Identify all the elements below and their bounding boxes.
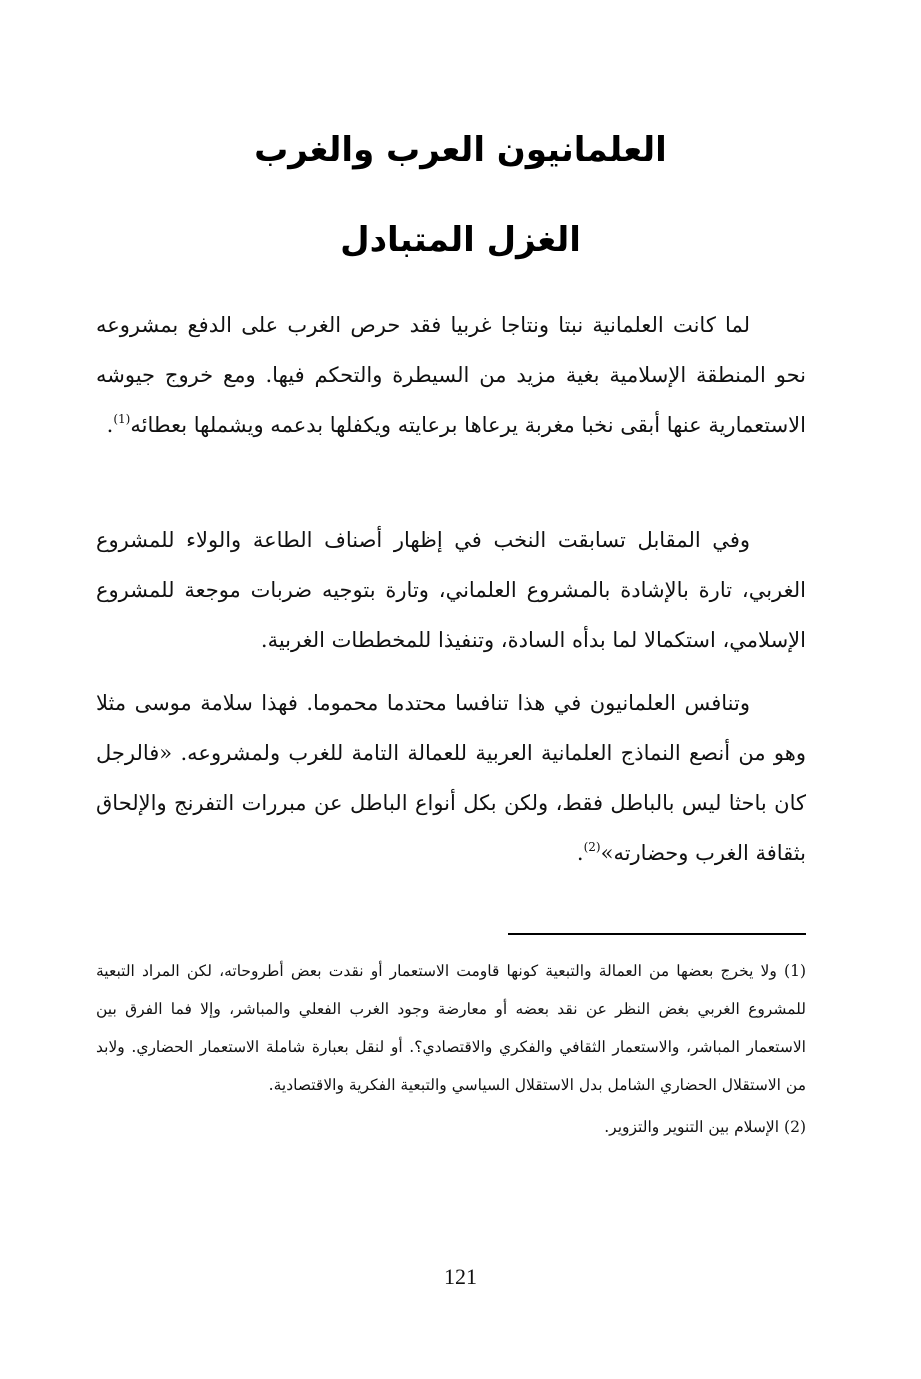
footnote-ref-1: (1) xyxy=(113,412,131,426)
chapter-title: العلمانيون العرب والغرب xyxy=(254,130,667,170)
page-number: 121 xyxy=(444,1264,477,1289)
footnote-2-number: (2) xyxy=(784,1118,806,1136)
paragraph-3-end: . xyxy=(576,841,584,865)
footnote-ref-2: (2) xyxy=(583,840,601,854)
footnotes xyxy=(96,952,806,1146)
paragraph-3-text: وتنافس العلمانيون في هذا تنافسا محتدما محموما. فهذا سلامة موسى مثلا وهو من أنصع النماذج العلمانية العربية للعمالة التامة للغرب ولمشروعه. «فالرجل كان باحثا ليس بالباطل فقط، ولكن بكل أنواع الباطل عن مبررات التفرنج والإلحاق بثقافة الغرب وحضارته» xyxy=(96,691,806,865)
footnote-1 xyxy=(96,952,806,1104)
paragraph-2-text: وفي المقابل تسابقت النخب في إظهار أصناف الطاعة والولاء للمشروع الغربي، تارة بالإشادة بالمشروع العلماني، وتارة بتوجيه ضربات موجعة للمشروع الإسلامي، استكمالا لما بدأه السادة، وتنفيذا للمخططات الغربية. xyxy=(96,528,806,652)
footnote-2-text: الإسلام بين التنوير والتزوير. xyxy=(604,1118,780,1136)
paragraph-1-text: لما كانت العلمانية نبتا ونتاجا غربيا فقد حرص الغرب على الدفع بمشروعه نحو المنطقة الإسلامية بغية مزيد من السيطرة والتحكم فيها. ومع خروج جيوشه الاستعمارية عنها أبقى نخبا مغربة يرعاها برعايته ويكفلها بدعمه ويشملها بعطائه xyxy=(96,313,806,437)
footnote-separator xyxy=(508,933,806,935)
footnote-1-text: ولا يخرج بعضها من العمالة والتبعية كونها قاومت الاستعمار أو نقدت بعض أطروحاته، لكن المراد التبعية للمشروع الغربي بغض النظر عن نقد بعضه أو معارضة وجود الغرب الفعلي والمباشر، وإلا فما الفرق بين الاستعمار المباشر، والاستعمار الثقافي والفكري والاقتصادي؟. أو لنقل بعبارة شاملة الاستعمار الحضاري. ولابد من الاستقلال الحضاري الشامل بدل الاستقلال السياسي والتبعية الفكرية والاقتصادية. xyxy=(96,962,806,1094)
paragraph-2 xyxy=(96,515,806,665)
paragraph-3 xyxy=(96,678,806,878)
paragraph-1-end: . xyxy=(106,413,114,437)
paragraph-1 xyxy=(96,300,806,450)
footnote-2 xyxy=(96,1108,806,1146)
footnote-1-number: (1) xyxy=(784,962,806,980)
chapter-subtitle: الغزل المتبادل xyxy=(340,220,581,260)
